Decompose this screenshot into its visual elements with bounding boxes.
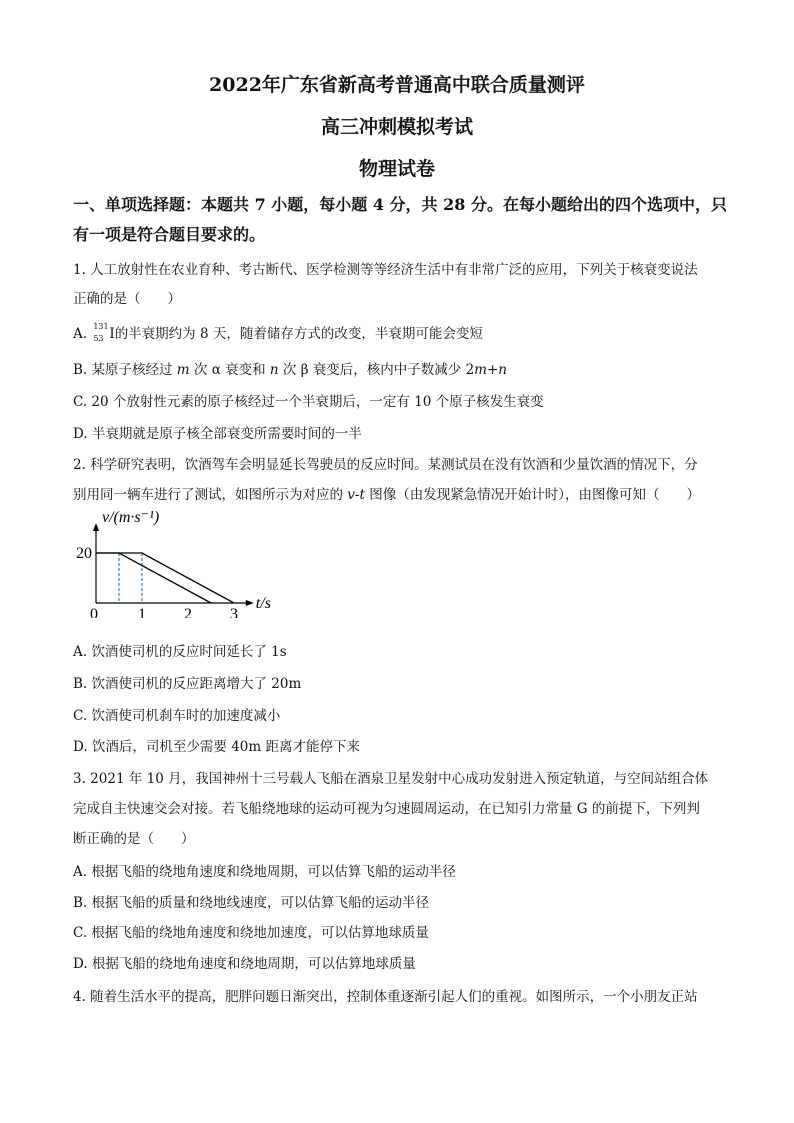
var-m: m xyxy=(474,362,487,378)
vt-label: v-t xyxy=(347,487,365,503)
q1-option-c: C. 20 个放射性元素的原子核经过一个半衰期后，一定有 10 个原子核发生衰变 xyxy=(73,394,544,410)
q1-option-d: D. 半衰期就是原子核全部衰变所需要时间的一半 xyxy=(73,426,362,442)
x-tick-label-0: 0 xyxy=(90,606,98,618)
q1-stem-line1: 1. 人工放射性在农业育种、考古断代、医学检测等等经济生活中有非常广泛的应用，下列关于核衰变说法 xyxy=(73,262,698,278)
var-n: n xyxy=(498,362,507,378)
q2-stem-line2 xyxy=(73,483,700,503)
x-axis-label: t/s xyxy=(255,595,271,612)
x-tick-label-1: 1 xyxy=(138,606,146,618)
y-axis-label: v/(m·s⁻¹) xyxy=(102,509,160,526)
isotope-symbol: I xyxy=(109,326,115,342)
q1-stem-line2: 正确的是（ ） xyxy=(73,291,181,307)
isotope-mass-number: 131 xyxy=(93,321,109,331)
var-m: m xyxy=(176,362,190,378)
q2-option-d: D. 饮酒后，司机至少需要 40m 距离才能停下来 xyxy=(73,739,360,755)
plus-sign: + xyxy=(486,362,499,378)
isotope-atomic-number: 53 xyxy=(93,333,104,343)
q2-option-a: A. 饮酒使司机的反应时间延长了 1s xyxy=(73,644,287,660)
q2-stem-line1: 2. 科学研究表明，饮酒驾车会明显延长驾驶员的反应时间。某测试员在没有饮酒和少量饮酒的情况下，分 xyxy=(73,457,698,473)
x-tick-label-3: 3 xyxy=(230,606,238,618)
y-axis-arrow xyxy=(93,523,99,531)
q3-option-c: C. 根据飞船的绕地角速度和绕地加速度，可以估算地球质量 xyxy=(73,925,429,941)
q1-option-b-text2: 次 α 衰变和 xyxy=(189,362,270,378)
section-heading-line1: 一、单项选择题：本题共 7 小题，每小题 4 分，共 28 分。在每小题给出的四个选项中，只 xyxy=(73,195,727,214)
section-heading-line2: 有一项是符合题目要求的。 xyxy=(73,225,266,244)
q1-option-a-prefix: A. xyxy=(73,326,92,342)
exam-subtitle: 高三冲刺模拟考试 xyxy=(320,116,473,138)
x-axis-arrow xyxy=(246,600,254,606)
q2-stem-line2-b: 图像（由发现紧急情况开始计时），由图像可知（ ） xyxy=(364,487,700,503)
q2-option-b: B. 饮酒使司机的反应距离增大了 20m xyxy=(73,676,302,692)
q1-option-a xyxy=(73,322,483,342)
exam-title: 2022年广东省新高考普通高中联合质量测评 xyxy=(209,74,585,96)
q3-option-b: B. 根据飞船的质量和绕地线速度，可以估算飞船的运动半径 xyxy=(73,895,430,911)
q3-stem-line2: 完成自主快速交会对接。若飞船绕地球的运动可视为匀速圆周运动，在已知引力常量 G 的前提下，下列判 xyxy=(73,801,700,817)
isotope-notation xyxy=(91,321,109,343)
q3-option-a: A. 根据飞船的绕地角速度和绕地周期，可以估算飞船的运动半径 xyxy=(73,864,456,880)
q1-option-b-text1: B. 某原子核经过 xyxy=(73,362,177,378)
q3-stem-line3: 断正确的是（ ） xyxy=(73,831,195,847)
q1-option-b-text3: 次 β 衰变后，核内中子数减少 2 xyxy=(278,362,475,378)
exam-subject: 物理试卷 xyxy=(358,158,435,180)
var-n: n xyxy=(269,362,279,378)
q1-option-b xyxy=(73,358,507,378)
q3-stem-line1: 3. 2021 年 10 月，我国神州十三号载人飞船在酒泉卫星发射中心成功发射进入预定轨道，与空间站组合体 xyxy=(73,771,709,787)
q2-stem-line2-a: 别用同一辆车进行了测试，如图所示为对应的 xyxy=(73,487,348,503)
q1-option-a-text: 的半衰期约为 8 天，随着储存方式的改变，半衰期可能会变短 xyxy=(114,326,483,342)
q2-option-c: C. 饮酒使司机刹车时的加速度减小 xyxy=(73,708,281,724)
y-tick-label-20: 20 xyxy=(76,545,92,562)
x-tick-label-2: 2 xyxy=(184,606,192,618)
q3-option-d: D. 根据飞船的绕地角速度和绕地周期，可以估算地球质量 xyxy=(73,956,416,972)
series-line-0 xyxy=(96,553,211,603)
q4-stem-line1: 4. 随着生活水平的提高，肥胖问题日渐突出，控制体重逐渐引起人们的重视。如图所示，一个小朋友正站 xyxy=(73,989,698,1005)
vt-graph xyxy=(66,506,296,618)
